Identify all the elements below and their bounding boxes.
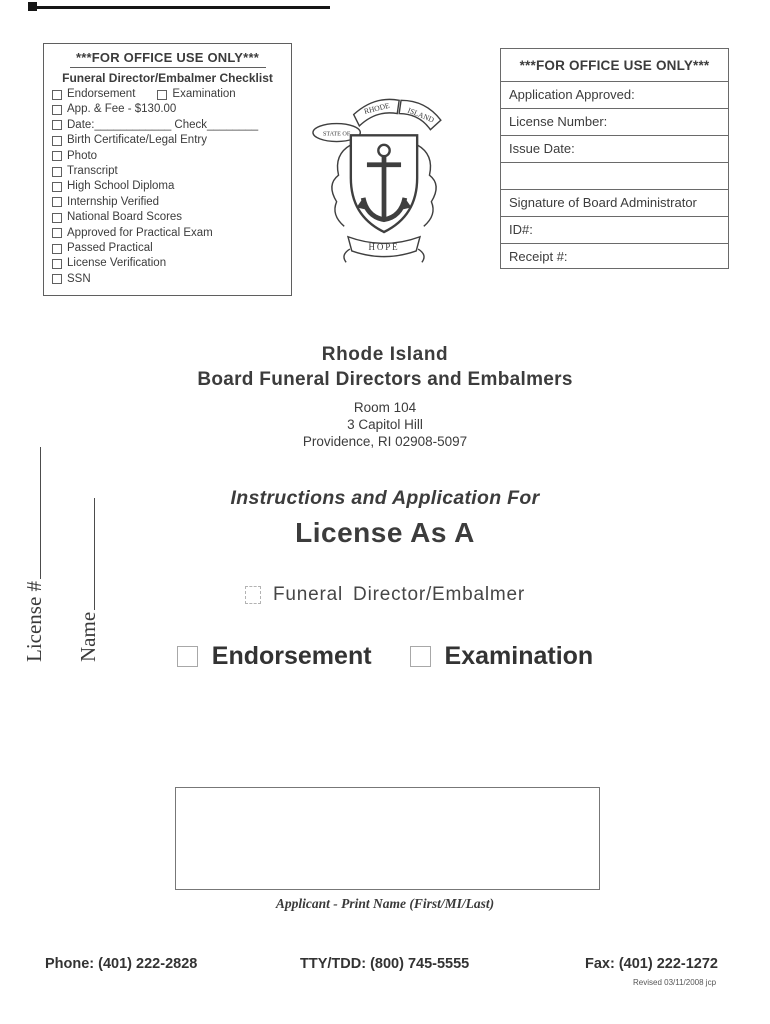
examination-label: Examination bbox=[444, 642, 594, 670]
checklist-item-label: Endorsement bbox=[67, 88, 136, 100]
applicant-name-input-box[interactable] bbox=[175, 787, 600, 890]
checklist-row bbox=[52, 226, 283, 241]
office-use-box bbox=[500, 48, 729, 269]
checklist-row bbox=[52, 179, 283, 194]
seal-rhode-text: RHODE bbox=[363, 100, 391, 116]
id-number-field: ID#: bbox=[501, 216, 728, 243]
checklist-item-label: SSN bbox=[67, 272, 91, 285]
scan-artifact-mark bbox=[28, 2, 37, 11]
checkbox[interactable] bbox=[52, 136, 62, 146]
checklist-item-label: Transcript bbox=[67, 164, 118, 177]
checkbox[interactable] bbox=[52, 213, 62, 223]
checklist-subtitle: Funeral Director/Embalmer Checklist bbox=[62, 71, 273, 85]
checklist-item-label: Passed Practical bbox=[67, 241, 153, 254]
checklist-row bbox=[52, 149, 283, 164]
checklist-row bbox=[52, 272, 283, 287]
checklist-item-label: High School Diploma bbox=[67, 180, 175, 193]
checkbox[interactable] bbox=[52, 197, 62, 207]
checkbox[interactable] bbox=[52, 120, 62, 130]
checklist-item-label: License Verification bbox=[67, 257, 167, 270]
license-number-blank-line bbox=[37, 447, 41, 579]
address-room: Room 104 bbox=[353, 400, 417, 415]
address-city: Providence, RI 02908-5097 bbox=[302, 434, 468, 449]
checklist-item-label: Date:____________ Check________ bbox=[67, 118, 259, 131]
org-name-line2: Board Funeral Directors and Embalmers bbox=[197, 369, 573, 390]
instructions-title: Instructions and Application For bbox=[230, 487, 540, 509]
checkbox[interactable] bbox=[52, 105, 62, 115]
checkbox[interactable] bbox=[52, 151, 62, 161]
office-checklist-box bbox=[43, 43, 292, 296]
funeral-director-checkbox[interactable] bbox=[245, 586, 261, 604]
examination-checkbox[interactable] bbox=[157, 90, 167, 100]
address-street: 3 Capitol Hill bbox=[347, 417, 423, 432]
checklist-item-label: Approved for Practical Exam bbox=[67, 226, 213, 239]
checklist-item-label: Internship Verified bbox=[67, 195, 160, 208]
seal-graphic bbox=[308, 88, 460, 268]
issue-date-field: Issue Date: bbox=[501, 135, 728, 162]
checklist-item-label: App. & Fee - $130.00 bbox=[67, 103, 177, 116]
tty-number: TTY/TDD: (800) 745-5555 bbox=[300, 956, 470, 972]
checklist-row bbox=[52, 133, 283, 148]
checklist-item-label: Birth Certificate/Legal Entry bbox=[67, 134, 207, 147]
checklist-row bbox=[52, 118, 283, 133]
checkbox[interactable] bbox=[52, 244, 62, 254]
application-approved-field: Application Approved: bbox=[501, 81, 728, 108]
office-box-title: ***FOR OFFICE USE ONLY*** bbox=[519, 58, 710, 73]
checklist-row bbox=[52, 210, 283, 225]
license-number-field: License Number: bbox=[501, 108, 728, 135]
endorsement-big-checkbox[interactable] bbox=[177, 646, 198, 667]
rhode-island-state-seal bbox=[308, 88, 460, 268]
checkbox[interactable] bbox=[52, 182, 62, 192]
checklist-item-label: Photo bbox=[67, 149, 98, 162]
checkbox[interactable] bbox=[52, 274, 62, 284]
examination-option bbox=[410, 642, 594, 671]
license-number-vertical-label bbox=[22, 447, 47, 662]
funeral-director-option-row bbox=[0, 584, 770, 606]
phone-number: Phone: (401) 222-2828 bbox=[45, 956, 198, 972]
org-name-line1: Rhode Island bbox=[321, 344, 449, 365]
revision-note: Revised 03/11/2008 jcp bbox=[633, 978, 717, 987]
checklist-title: ***FOR OFFICE USE ONLY*** bbox=[76, 50, 259, 65]
checklist-item-label: National Board Scores bbox=[67, 211, 183, 224]
applicant-caption: Applicant - Print Name (First/MI/Last) bbox=[275, 896, 495, 911]
endorsement-checkbox[interactable] bbox=[52, 90, 62, 100]
examination-big-checkbox[interactable] bbox=[410, 646, 431, 667]
title-rule bbox=[70, 67, 266, 68]
signature-label-row: Signature of Board Administrator bbox=[501, 189, 728, 216]
seal-state-of-text: STATE OF bbox=[322, 131, 351, 138]
license-number-label-text: License # bbox=[22, 580, 46, 662]
scan-artifact-line bbox=[30, 6, 330, 9]
license-as-a-title: License As A bbox=[295, 517, 475, 548]
seal-hope-text: HOPE bbox=[368, 242, 400, 252]
checkbox[interactable] bbox=[52, 167, 62, 177]
endorsement-option bbox=[177, 642, 372, 671]
checklist-row bbox=[52, 195, 283, 210]
checklist-item-label: Examination bbox=[172, 88, 236, 100]
funeral-director-label: Funeral Director/Embalmer bbox=[272, 584, 526, 605]
checklist-row bbox=[52, 241, 283, 256]
seal-island-text: ISLAND bbox=[406, 105, 436, 125]
checklist-row bbox=[52, 102, 283, 117]
name-label-text: Name bbox=[76, 611, 100, 662]
checkbox[interactable] bbox=[52, 228, 62, 238]
checklist-row bbox=[52, 256, 283, 271]
checklist-row bbox=[52, 87, 283, 102]
checklist-row bbox=[52, 164, 283, 179]
signature-blank-row bbox=[501, 162, 728, 189]
application-type-row bbox=[0, 642, 770, 671]
checkbox[interactable] bbox=[52, 259, 62, 269]
fax-number: Fax: (401) 222-1272 bbox=[585, 956, 718, 972]
receipt-number-field: Receipt #: bbox=[501, 243, 728, 270]
endorsement-label: Endorsement bbox=[211, 642, 372, 670]
